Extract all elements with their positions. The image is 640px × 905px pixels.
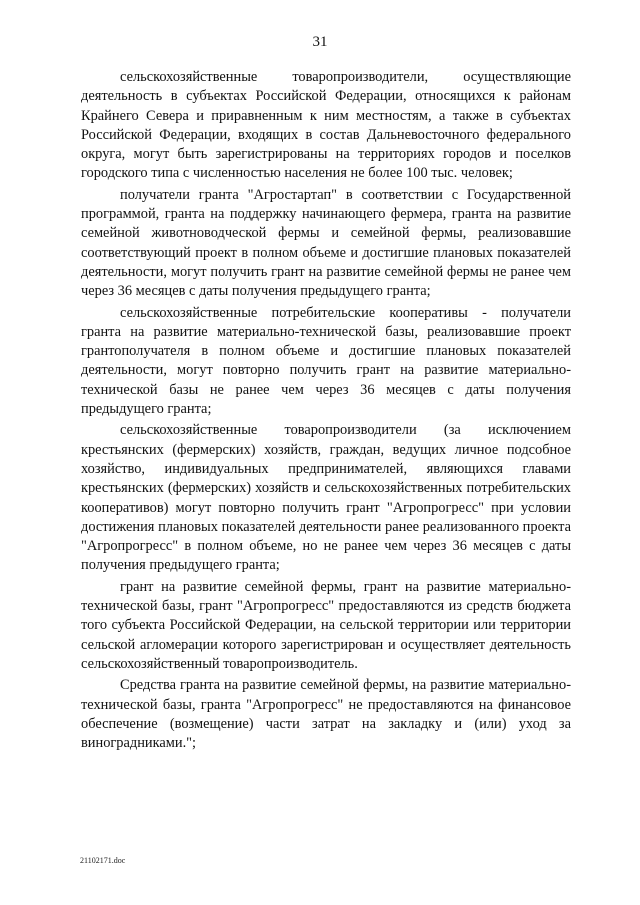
page-number: 31 [312,34,328,50]
paragraph-regional-producers: сельскохозяйственные товаропроизводители, осуществляющие деятельность в субъектах Российской Федерации, относящихся к районам Крайнего Севера и приравненным к ним местностям, а также в субъектах Российской Федерации, входящих в состав Дальневосточного федерального округа, могут быть зарегистрированы на территориях городов и поселков городского типа с численностью населения не более 100 тыс. человек; [81,69,571,182]
paragraph-vineyard-exclusion: Средства гранта на развитие семейной фермы, на развитие материально-технической базы, гранта "Агропрогресс" не предоставляются на финансовое обеспечение (возмещение) части затрат на закладку и (или) уход за виноградниками."; [81,677,571,752]
document-footer: 21102171.doc [80,856,126,865]
paragraph-cooperatives: сельскохозяйственные потребительские кооперативы - получатели гранта на развитие материально-технической базы, реализовавшие проект грантополучателя в полном объеме и достигшие плановых показателей деятельности, могут повторно получить грант на развитие материально-технической базы не ранее чем через 36 месяцев с даты получения предыдущего гранта; [81,304,571,418]
paragraph-grant-funding-source: грант на развитие семейной фермы, грант на развитие материально-технической базы, грант "Агропрогресс" предоставляются из средств бюджета того субъекта Российской Федерации, на сельской территории или территории сельской агломерации которого зарегистрирован и осуществляет деятельность сельскохозяйственный товаропроизводитель. [81,578,571,672]
document-body [81,68,571,755]
paragraph-agrostartap-recipients: получатели гранта "Агростартап" в соответствии с Государственной программой, гранта на поддержку начинающего фермера, гранта на развитие семейной животноводческой фермы и семейной фермы, реализовавшие соответствующий проект в полном объеме и достигшие плановых показателей деятельности, могут получить грант на развитие семейной фермы не ранее чем через 36 месяцев с даты получения предыдущего гранта; [81,186,571,300]
paragraph-agroprogress-producers: сельскохозяйственные товаропроизводители (за исключением крестьянских (фермерских) хозяйств, граждан, ведущих личное подсобное хозяйство, индивидуальных предпринимателей, являющихся главами крестьянских (фермерских) хозяйств и сельскохозяйственных потребительских кооперативов) могут повторно получить грант "Агропрогресс" при условии достижения плановых показателей деятельности ранее реализованного проекта "Агропрогресс" в полном объеме, но не ранее чем через 36 месяцев с даты получения предыдущего гранта; [81,422,571,574]
